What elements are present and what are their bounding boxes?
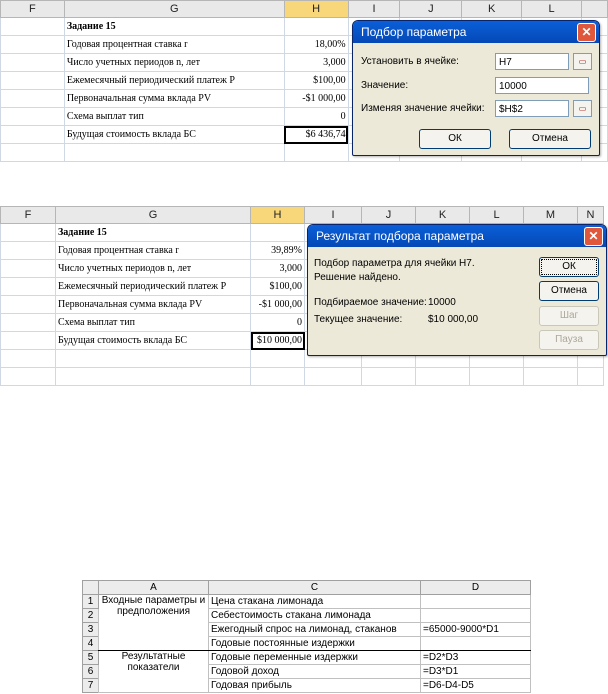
- cell-label[interactable]: Число учетных периодов n, лет: [56, 260, 251, 278]
- cell-formula[interactable]: =D2*D3: [421, 651, 531, 665]
- cell-formula[interactable]: =65000-9000*D1: [421, 623, 531, 637]
- cell[interactable]: [470, 368, 524, 386]
- cell[interactable]: [1, 36, 65, 54]
- cell[interactable]: [1, 332, 56, 350]
- cell-formula[interactable]: [421, 609, 531, 623]
- cell-value[interactable]: 0: [284, 108, 348, 126]
- col-header-n[interactable]: N: [578, 207, 604, 224]
- set-cell-label: Установить в ячейке:: [361, 56, 459, 67]
- cell-value[interactable]: $100,00: [284, 72, 348, 90]
- cell-label[interactable]: Годовые переменные издержки: [209, 651, 421, 665]
- cell-label[interactable]: Годовая процентная ставка r: [56, 242, 251, 260]
- col-header-c[interactable]: C: [209, 581, 421, 595]
- col-header-i[interactable]: I: [305, 207, 362, 224]
- cell[interactable]: [362, 368, 416, 386]
- cell-formula[interactable]: [421, 637, 531, 651]
- cell[interactable]: [1, 296, 56, 314]
- cell-value[interactable]: 3,000: [251, 260, 305, 278]
- task-title[interactable]: Задание 15: [64, 18, 284, 36]
- cell[interactable]: [1, 126, 65, 144]
- cell[interactable]: [251, 350, 305, 368]
- current-value: $10 000,00: [428, 314, 479, 325]
- cell[interactable]: [578, 368, 604, 386]
- cell-label[interactable]: Будущая стоимость вклада БС: [64, 126, 284, 144]
- col-header-j[interactable]: J: [362, 207, 416, 224]
- cell[interactable]: [1, 368, 56, 386]
- dialog-title: Результат подбора параметра: [316, 229, 484, 243]
- col-header-l[interactable]: L: [470, 207, 524, 224]
- col-header-l[interactable]: L: [522, 1, 582, 18]
- close-icon[interactable]: ✕: [584, 227, 603, 246]
- row-header[interactable]: 2: [83, 609, 99, 623]
- cell[interactable]: [1, 144, 65, 162]
- cancel-button[interactable]: Отмена: [509, 129, 591, 149]
- cell-label[interactable]: Годовая прибыль: [209, 679, 421, 693]
- col-header-g[interactable]: G: [56, 207, 251, 224]
- active-cell-value[interactable]: $10 000,00: [251, 332, 305, 350]
- row-header[interactable]: 1: [83, 595, 99, 609]
- col-header-f[interactable]: F: [1, 1, 65, 18]
- cell[interactable]: [1, 72, 65, 90]
- cell[interactable]: [416, 368, 470, 386]
- cell-label[interactable]: Годовой доход: [209, 665, 421, 679]
- cell-label[interactable]: Годовая процентная ставка r: [64, 36, 284, 54]
- cell[interactable]: [284, 144, 348, 162]
- row-header[interactable]: 4: [83, 637, 99, 651]
- dialog-title: Подбор параметра: [361, 25, 467, 39]
- cell-value[interactable]: 3,000: [284, 54, 348, 72]
- cell-label[interactable]: Первоначальная сумма вклада PV: [64, 90, 284, 108]
- changing-cell-input[interactable]: $H$2: [495, 100, 569, 117]
- col-header-d[interactable]: D: [421, 581, 531, 595]
- step-button[interactable]: Шаг: [539, 306, 599, 326]
- active-cell-value[interactable]: $6 436,74: [284, 126, 348, 144]
- dialog-titlebar: [308, 225, 606, 247]
- cell[interactable]: [1, 278, 56, 296]
- cell[interactable]: [524, 368, 578, 386]
- col-header-h[interactable]: H: [251, 207, 305, 224]
- row-header[interactable]: 7: [83, 679, 99, 693]
- corner-cell[interactable]: [83, 581, 99, 595]
- cell[interactable]: [1, 260, 56, 278]
- value-input[interactable]: 10000: [495, 77, 589, 94]
- cell-label[interactable]: Ежегодный спрос на лимонад, стаканов: [209, 623, 421, 637]
- cell[interactable]: [1, 314, 56, 332]
- pause-button[interactable]: Пауза: [539, 330, 599, 350]
- sheet-3-grid: [82, 580, 531, 693]
- col-header-j[interactable]: J: [400, 1, 462, 18]
- target-value: 10000: [428, 297, 456, 308]
- cell[interactable]: [1, 108, 65, 126]
- col-header-i[interactable]: I: [348, 1, 400, 18]
- cell-value[interactable]: [251, 224, 305, 242]
- cell-value[interactable]: [284, 18, 348, 36]
- cell-label[interactable]: Цена стакана лимонада: [209, 595, 421, 609]
- cell-label[interactable]: Ежемесячный периодический платеж P: [56, 278, 251, 296]
- cell[interactable]: [1, 90, 65, 108]
- cell[interactable]: [64, 144, 284, 162]
- cell-value[interactable]: 0: [251, 314, 305, 332]
- cell[interactable]: [56, 350, 251, 368]
- col-header-k[interactable]: K: [416, 207, 470, 224]
- goal-seek-result-dialog: [307, 224, 607, 356]
- cell[interactable]: [1, 224, 56, 242]
- col-header-extra: [581, 1, 607, 18]
- cell-label[interactable]: Схема выплат тип: [64, 108, 284, 126]
- cell-value[interactable]: 39,89%: [251, 242, 305, 260]
- close-icon[interactable]: ✕: [577, 23, 596, 42]
- table-row: [1, 368, 604, 386]
- row-header[interactable]: 3: [83, 623, 99, 637]
- ok-button[interactable]: ОК: [419, 129, 491, 149]
- cell-value[interactable]: -$1 000,00: [251, 296, 305, 314]
- goal-seek-dialog: [352, 20, 600, 156]
- cell[interactable]: [1, 350, 56, 368]
- cell-label[interactable]: Годовые постоянные издержки: [209, 637, 421, 651]
- dialog-titlebar: [353, 21, 599, 43]
- group-label-results[interactable]: Результатные показатели: [99, 651, 209, 693]
- col-header-a[interactable]: A: [99, 581, 209, 595]
- cell-value[interactable]: -$1 000,00: [284, 90, 348, 108]
- col-header-m[interactable]: M: [524, 207, 578, 224]
- table-row: [83, 651, 531, 665]
- row-header[interactable]: 5: [83, 651, 99, 665]
- col-header-h[interactable]: H: [284, 1, 348, 18]
- cell-formula[interactable]: =D3*D1: [421, 665, 531, 679]
- collapse-dialog-icon[interactable]: ▭: [573, 100, 592, 117]
- cell-label[interactable]: Будущая стоимость вклада БС: [56, 332, 251, 350]
- cell-label[interactable]: Ежемесячный периодический платеж P: [64, 72, 284, 90]
- cell-formula[interactable]: [421, 595, 531, 609]
- status-line-2: Решение найдено.: [314, 272, 401, 283]
- col-header-k[interactable]: K: [462, 1, 522, 18]
- collapse-dialog-icon[interactable]: ▭: [573, 53, 592, 70]
- cell-value[interactable]: 18,00%: [284, 36, 348, 54]
- cell-label[interactable]: Схема выплат тип: [56, 314, 251, 332]
- table-row: [83, 595, 531, 609]
- cell[interactable]: [1, 242, 56, 260]
- cell[interactable]: [56, 368, 251, 386]
- cell-label[interactable]: Число учетных периодов n, лет: [64, 54, 284, 72]
- col-header-f[interactable]: F: [1, 207, 56, 224]
- cancel-button[interactable]: Отмена: [539, 281, 599, 301]
- changing-cell-label: Изменяя значение ячейки:: [361, 103, 485, 114]
- value-label: Значение:: [361, 80, 409, 91]
- target-value-label: Подбираемое значение:: [314, 297, 427, 308]
- cell-value[interactable]: $100,00: [251, 278, 305, 296]
- cell-formula[interactable]: =D6-D4-D5: [421, 679, 531, 693]
- spreadsheet-3: [82, 580, 531, 693]
- cell[interactable]: [1, 54, 65, 72]
- task-title[interactable]: Задание 15: [56, 224, 251, 242]
- cell[interactable]: [1, 18, 65, 36]
- group-label-inputs[interactable]: Входные параметры и предположения: [99, 595, 209, 651]
- set-cell-input[interactable]: H7: [495, 53, 569, 70]
- col-header-g[interactable]: G: [64, 1, 284, 18]
- cell-label[interactable]: Первоначальная сумма вклада PV: [56, 296, 251, 314]
- current-value-label: Текущее значение:: [314, 314, 403, 325]
- ok-button[interactable]: ОК: [539, 257, 599, 277]
- cell[interactable]: [305, 368, 362, 386]
- row-header[interactable]: 6: [83, 665, 99, 679]
- status-line-1: Подбор параметра для ячейки H7.: [314, 258, 475, 269]
- cell-label[interactable]: Себестоимость стакана лимонада: [209, 609, 421, 623]
- cell[interactable]: [251, 368, 305, 386]
